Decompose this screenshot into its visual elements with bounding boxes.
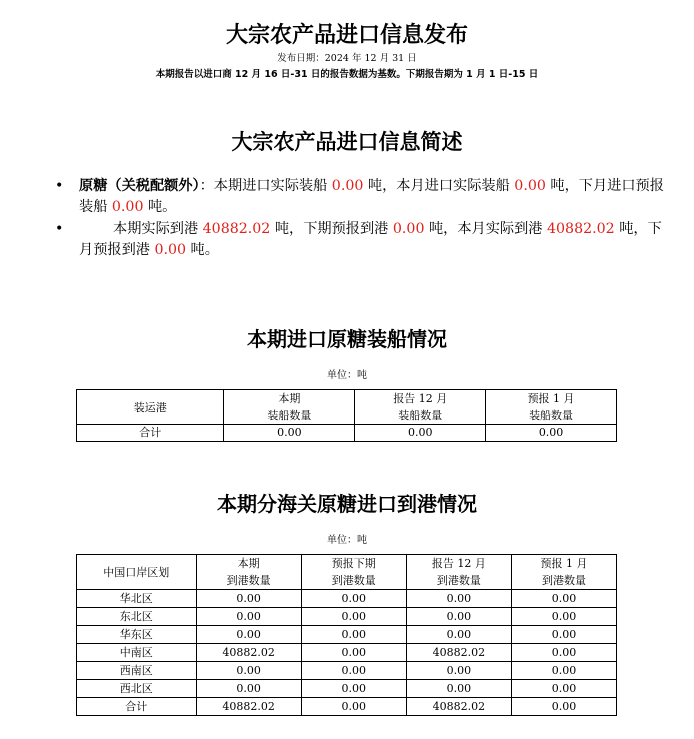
- table-cell: 0.00: [512, 662, 617, 680]
- table-cell: 合计: [77, 698, 197, 716]
- report-title: 大宗农产品进口信息发布: [225, 23, 468, 48]
- bullet-text: ：本期进口实际装船: [199, 178, 332, 194]
- table-cell: 0.00: [512, 698, 617, 716]
- table-row: [77, 644, 617, 662]
- bullet-text: 本期实际到港: [113, 221, 203, 237]
- arrival-section-title: 本期分海关原糖进口到港情况: [217, 492, 477, 516]
- bullet-text: 吨，下月进口预报装船: [79, 178, 664, 215]
- arrival-unit-label: 单位：吨: [327, 535, 367, 546]
- bullet-dot-icon: •: [55, 221, 64, 237]
- summary-bullet-list-2: [55, 219, 670, 261]
- table-cell: 40882.02: [196, 698, 301, 716]
- table-cell: 0.00: [301, 644, 406, 662]
- header-cell: 本期 装船数量: [224, 390, 355, 425]
- publish-date: 发布日期：2024 年 12 月 31 日: [277, 53, 417, 64]
- arrival-table: [76, 554, 617, 716]
- header-cell: 预报下期 到港数量: [301, 555, 406, 590]
- table-header-row: [77, 390, 617, 425]
- table-cell: 0.00: [301, 626, 406, 644]
- table-row: [77, 662, 617, 680]
- shipment-next-month-value: 0.00: [111, 199, 144, 215]
- table-cell: 40882.02: [406, 698, 511, 716]
- table-cell: 0.00: [355, 425, 486, 442]
- arrival-next-month-value: 0.00: [154, 242, 187, 258]
- bullet-text: 吨。: [143, 199, 177, 215]
- table-cell: 0.00: [301, 698, 406, 716]
- bullet-dot-icon: •: [55, 178, 64, 194]
- table-row: [77, 680, 617, 698]
- table-cell: 0.00: [196, 662, 301, 680]
- table-cell: 40882.02: [196, 644, 301, 662]
- bullet-text: 吨。: [186, 242, 219, 258]
- table-cell: 东北区: [77, 608, 197, 626]
- bullet-text: 吨，下期预报到港: [270, 221, 393, 237]
- header-cell: 报告 12 月 装船数量: [355, 390, 486, 425]
- table-cell: 0.00: [196, 608, 301, 626]
- table-cell: 中南区: [77, 644, 197, 662]
- table-row: [77, 608, 617, 626]
- table-cell: 0.00: [301, 680, 406, 698]
- table-cell: 0.00: [406, 590, 511, 608]
- table-cell: 0.00: [406, 662, 511, 680]
- table-cell: 0.00: [512, 590, 617, 608]
- table-cell: 0.00: [196, 680, 301, 698]
- table-header-row: [77, 555, 617, 590]
- report-period-note: 本期报告以进口商 12 月 16 日-31 日的报告数据为基数。下期报告期为 1 月 1 日-15 日: [155, 69, 539, 80]
- table-cell: 0.00: [406, 626, 511, 644]
- table-cell: 40882.02: [406, 644, 511, 662]
- header-cell: 装运港: [77, 390, 224, 425]
- bullet-text: 吨，本月进口实际装船: [363, 178, 515, 194]
- header-cell: 中国口岸区划: [77, 555, 197, 590]
- shipment-unit-label: 单位：吨: [327, 370, 367, 381]
- table-cell: 0.00: [301, 662, 406, 680]
- table-cell: 合计: [77, 425, 224, 442]
- table-cell: 0.00: [196, 626, 301, 644]
- summary-bullet-list: [55, 176, 670, 218]
- shipment-section-title: 本期进口原糖装船情况: [247, 327, 447, 351]
- arrival-next-value: 0.00: [392, 221, 425, 237]
- table-cell: 0.00: [301, 590, 406, 608]
- summary-title: 大宗农产品进口信息简述: [231, 130, 463, 154]
- table-cell: 0.00: [301, 608, 406, 626]
- table-row: [77, 425, 617, 442]
- shipment-month-value: 0.00: [514, 178, 546, 194]
- table-cell: 0.00: [406, 680, 511, 698]
- table-cell: 0.00: [486, 425, 617, 442]
- table-cell: 华东区: [77, 626, 197, 644]
- arrival-month-value: 40882.02: [547, 221, 615, 237]
- table-row: [77, 590, 617, 608]
- table-cell: 0.00: [224, 425, 355, 442]
- table-cell: 0.00: [512, 608, 617, 626]
- summary-bullet-sugar-shipment: [55, 176, 670, 218]
- table-cell: 西南区: [77, 662, 197, 680]
- table-cell: 华北区: [77, 590, 197, 608]
- header-cell: 本期 到港数量: [196, 555, 301, 590]
- shipment-table: [76, 389, 617, 442]
- bullet-text: 吨，本月实际到港: [424, 221, 547, 237]
- header-cell: 预报 1 月 装船数量: [486, 390, 617, 425]
- bullet-text: 吨，下月预报到港: [79, 221, 662, 258]
- table-cell: 0.00: [406, 608, 511, 626]
- product-label: 原糖（关税配额外）: [79, 178, 200, 194]
- header-cell: 预报 1 月 到港数量: [512, 555, 617, 590]
- table-row: [77, 626, 617, 644]
- table-cell: 0.00: [512, 626, 617, 644]
- table-cell: 0.00: [512, 644, 617, 662]
- table-row: [77, 698, 617, 716]
- shipment-current-value: 0.00: [331, 178, 364, 194]
- table-cell: 0.00: [512, 680, 617, 698]
- arrival-current-value: 40882.02: [202, 221, 271, 237]
- header-cell: 报告 12 月 到港数量: [406, 555, 511, 590]
- summary-bullet-sugar-arrival: [55, 219, 670, 261]
- table-cell: 西北区: [77, 680, 197, 698]
- table-cell: 0.00: [196, 590, 301, 608]
